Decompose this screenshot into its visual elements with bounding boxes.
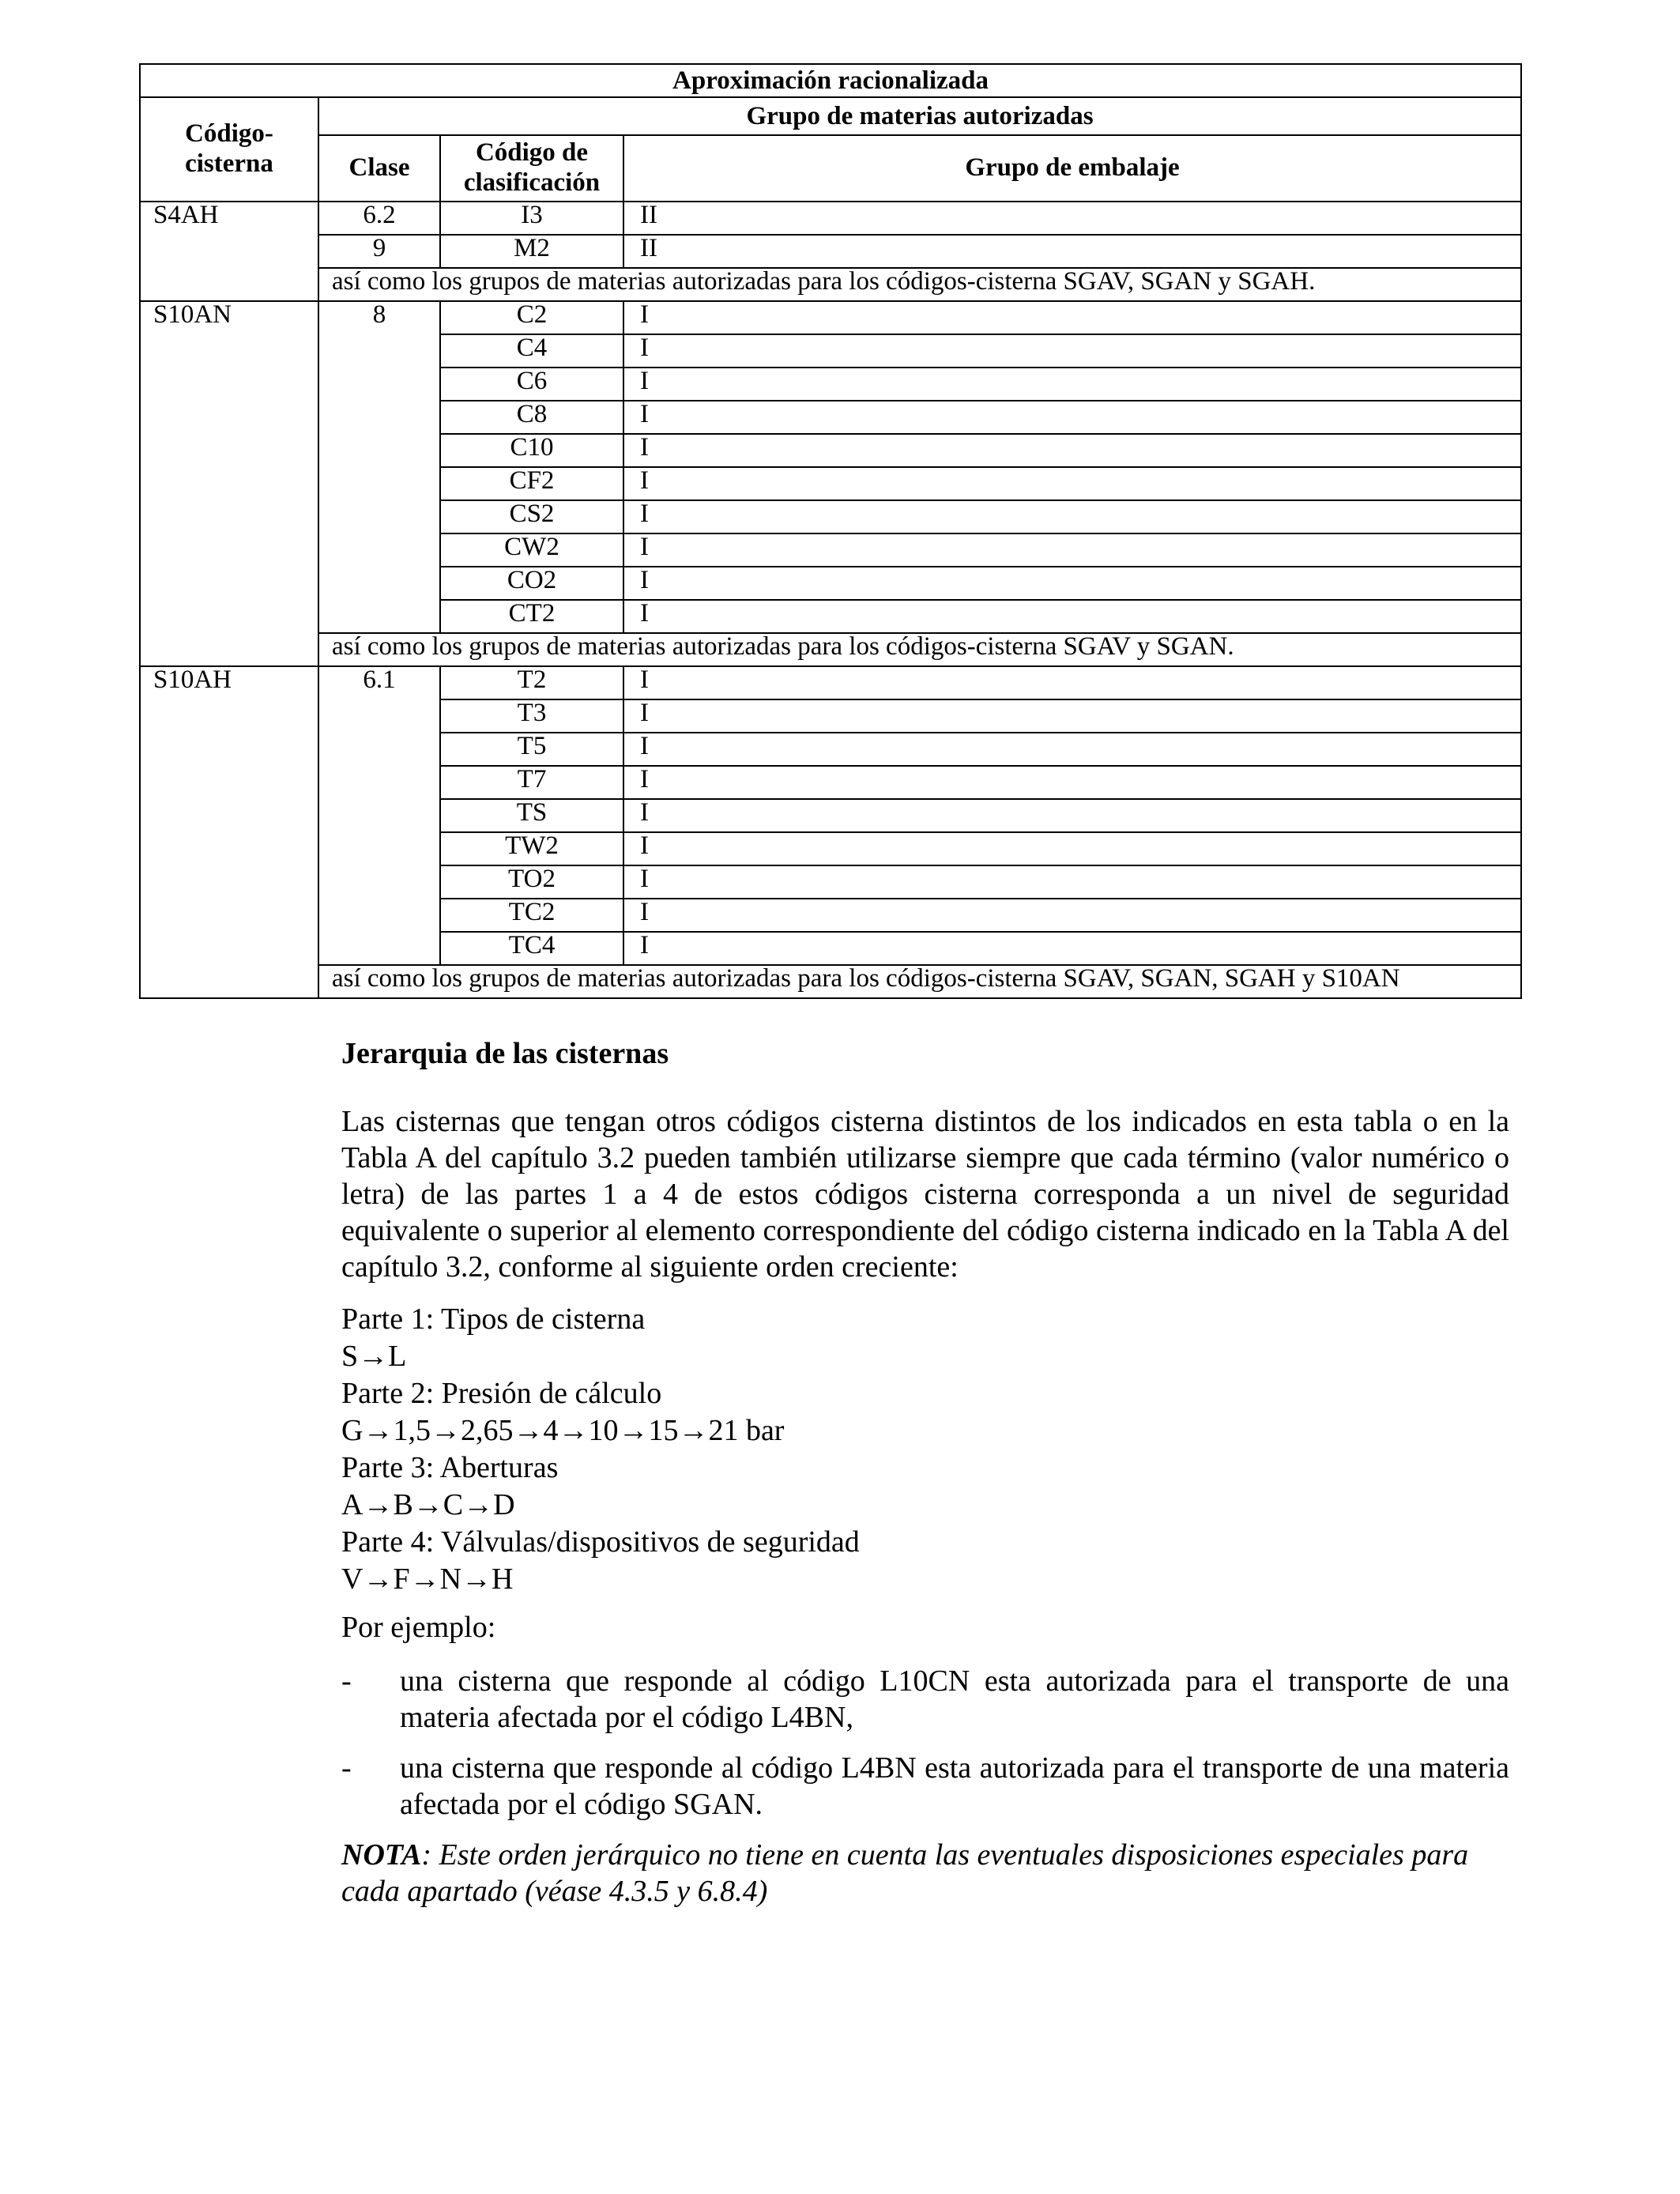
clasificacion-cell: T2: [440, 666, 623, 699]
grupo-cell: I: [623, 766, 1521, 799]
clase-cell: 9: [318, 235, 440, 268]
note-label: NOTA: [341, 1838, 422, 1872]
dash-bullet: -: [341, 1664, 352, 1698]
list-item: [341, 1663, 1509, 1736]
header-clase: Clase: [318, 135, 440, 202]
list-item-text: una cisterna que responde al código L4BN esta autorizada para el transporte de una materia afectada por el código SGAN.: [400, 1751, 1509, 1821]
grupo-cell: I: [623, 368, 1521, 401]
grupo-cell: I: [623, 401, 1521, 434]
grupo-cell: I: [623, 699, 1521, 733]
hierarchy-line: A→B→C→D: [341, 1488, 515, 1521]
grupo-cell: I: [623, 567, 1521, 600]
grupo-cell: I: [623, 899, 1521, 932]
grupo-cell: I: [623, 533, 1521, 567]
clasificacion-cell: C6: [440, 368, 623, 401]
clase-cell: 6.2: [318, 202, 440, 235]
tank-code: S10AN: [140, 301, 318, 666]
body-paragraph: Las cisternas que tengan otros códigos cisterna distintos de los indicados en esta tabla o en la Tabla A del capítulo 3.2 pueden también utilizarse siempre que cada término (valor numérico o letra) de las partes 1 a 4 de estos códigos cisterna corresponda a un nivel de seguridad equivalente o superior al elemento correspondiente del código cisterna indicado en la Tabla A del capítulo 3.2, conforme al siguiente orden creciente:: [341, 1105, 1509, 1284]
clasificacion-cell: C4: [440, 334, 623, 368]
table-title: Aproximación racionalizada: [140, 64, 1521, 97]
hierarchy-line: V→F→N→H: [341, 1563, 514, 1596]
clasificacion-cell: TO2: [440, 865, 623, 899]
grupo-cell: I: [623, 733, 1521, 766]
body-content: [341, 1035, 1509, 1909]
table-row: [140, 965, 1521, 998]
hierarchy-line: S→L: [341, 1340, 407, 1373]
table-row: [140, 301, 1521, 334]
grupo-cell: I: [623, 467, 1521, 500]
grupo-cell: I: [623, 932, 1521, 965]
clasificacion-cell: CS2: [440, 500, 623, 533]
hierarchy-line: Parte 2: Presión de cálculo: [341, 1377, 662, 1410]
list-item-text: una cisterna que responde al código L10CN esta autorizada para el transporte de una materia afectada por el código L4BN,: [400, 1664, 1509, 1734]
clasificacion-cell: CO2: [440, 567, 623, 600]
note-paragraph: [341, 1837, 1509, 1909]
table-row: [140, 268, 1521, 301]
approximation-table: [139, 63, 1522, 999]
grupo-cell: I: [623, 666, 1521, 699]
clasificacion-cell: TC4: [440, 932, 623, 965]
tank-code: S4AH: [140, 202, 318, 301]
header-clasificacion: Código de clasificación: [440, 135, 623, 202]
hierarchy-line: Parte 4: Válvulas/dispositivos de seguridad: [341, 1525, 860, 1559]
clasificacion-cell: CT2: [440, 600, 623, 633]
table-row: [140, 202, 1521, 235]
grupo-cell: I: [623, 832, 1521, 865]
clasificacion-cell: TW2: [440, 832, 623, 865]
grupo-cell: I: [623, 301, 1521, 334]
tank-code: S10AH: [140, 666, 318, 998]
example-list: [341, 1663, 1509, 1823]
grupo-cell: I: [623, 865, 1521, 899]
clasificacion-cell: CW2: [440, 533, 623, 567]
header-group-materias: Grupo de materias autorizadas: [318, 97, 1521, 135]
hierarchy-line: Parte 1: Tipos de cisterna: [341, 1302, 646, 1336]
clasificacion-cell: C2: [440, 301, 623, 334]
grupo-cell: I: [623, 799, 1521, 832]
clasificacion-cell: M2: [440, 235, 623, 268]
example-intro: Por ejemplo:: [341, 1611, 496, 1644]
table-row: [140, 633, 1521, 666]
clasificacion-cell: CF2: [440, 467, 623, 500]
clasificacion-cell: C8: [440, 401, 623, 434]
note-text: : Este orden jerárquico no tiene en cuenta las eventuales disposiciones especiales para cada apartado (véase 4.3.5 y 6.8.4): [341, 1838, 1469, 1908]
dash-bullet: -: [341, 1751, 352, 1785]
grupo-cell: I: [623, 334, 1521, 368]
header-codigo-cisterna: Código- cisterna: [140, 97, 318, 202]
table-body: [140, 202, 1521, 998]
section-heading: Jerarquia de las cisternas: [341, 1037, 669, 1070]
clasificacion-cell: TC2: [440, 899, 623, 932]
grupo-cell: I: [623, 600, 1521, 633]
clasificacion-cell: C10: [440, 434, 623, 467]
grupo-cell: II: [623, 202, 1521, 235]
hierarchy-list: [341, 1301, 1509, 1598]
clase-cell: 6.1: [318, 666, 440, 965]
section-note: así como los grupos de materias autorizadas para los códigos-cisterna SGAV, SGAN y SGAH.: [318, 268, 1521, 301]
section-note: así como los grupos de materias autorizadas para los códigos-cisterna SGAV, SGAN, SGAH y S10AN: [318, 965, 1521, 998]
hierarchy-line: G→1,5→2,65→4→10→15→21 bar: [341, 1414, 785, 1447]
clasificacion-cell: T3: [440, 699, 623, 733]
list-item: [341, 1750, 1509, 1823]
clasificacion-cell: T5: [440, 733, 623, 766]
hierarchy-line: Parte 3: Aberturas: [341, 1451, 559, 1484]
clasificacion-cell: TS: [440, 799, 623, 832]
clasificacion-cell: I3: [440, 202, 623, 235]
table-row: [140, 235, 1521, 268]
clase-cell: 8: [318, 301, 440, 633]
grupo-cell: I: [623, 500, 1521, 533]
grupo-cell: I: [623, 434, 1521, 467]
grupo-cell: II: [623, 235, 1521, 268]
table-row: [140, 666, 1521, 699]
header-grupo-embalaje: Grupo de embalaje: [623, 135, 1521, 202]
section-note: así como los grupos de materias autorizadas para los códigos-cisterna SGAV y SGAN.: [318, 633, 1521, 666]
clasificacion-cell: T7: [440, 766, 623, 799]
